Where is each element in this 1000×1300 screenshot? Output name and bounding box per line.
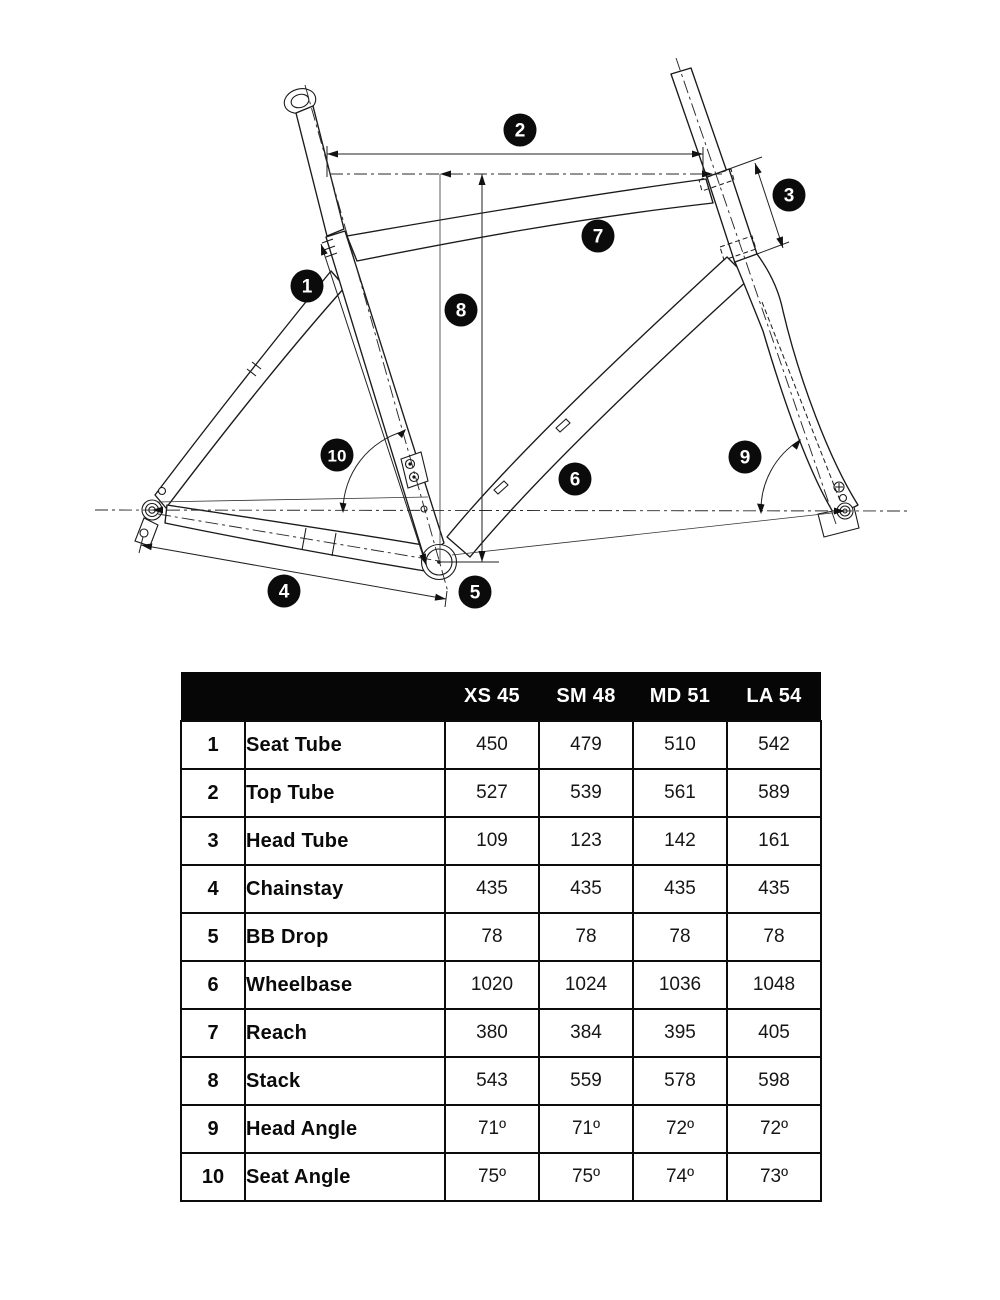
size-header-la-54: LA 54 [727,672,821,721]
dimension-label: Seat Tube [245,721,445,769]
badge-number-5: 5 [469,582,481,604]
dimension-value: 1020 [445,961,539,1009]
dimension-value: 450 [445,721,539,769]
table-row [181,1009,821,1057]
dimension-label: Seat Angle [245,1153,445,1201]
badge-number-2: 2 [514,120,526,142]
row-number: 4 [181,865,245,913]
dimension-value: 435 [727,865,821,913]
dimension-value: 78 [445,913,539,961]
top-tube [347,179,713,261]
dimension-value: 598 [727,1057,821,1105]
dimension-value: 510 [633,721,727,769]
badge-number-7: 7 [592,226,604,248]
dimension-value: 542 [727,721,821,769]
dimension-value: 384 [539,1009,633,1057]
dimension-value: 78 [727,913,821,961]
dimension-value: 539 [539,769,633,817]
dimension-value: 1024 [539,961,633,1009]
table-row [181,961,821,1009]
dimension-label: Top Tube [245,769,445,817]
dimension-value: 74º [633,1153,727,1201]
row-number: 3 [181,817,245,865]
dimension-value: 578 [633,1057,727,1105]
row-number: 5 [181,913,245,961]
dimension-value: 1048 [727,961,821,1009]
badge-number-9: 9 [739,447,751,469]
frame-tubes [155,68,859,571]
dimension-value: 142 [633,817,727,865]
seat-post [296,106,344,236]
size-header-md-51: MD 51 [633,672,727,721]
row-number: 10 [181,1153,245,1201]
header-spacer [181,672,445,721]
dim-head-angle-arc [761,440,800,511]
table-row [181,769,821,817]
dimension-value: 380 [445,1009,539,1057]
geometry-table [180,672,822,1202]
front-construction-line [452,512,841,555]
badge-number-8: 8 [455,300,467,322]
dimension-value: 72º [727,1105,821,1153]
table-row [181,1105,821,1153]
badge-number-1: 1 [301,276,313,298]
row-number: 2 [181,769,245,817]
table-row [181,1153,821,1201]
table-row [181,1057,821,1105]
seat-stay [155,271,345,508]
row-number: 8 [181,1057,245,1105]
dimension-value: 405 [727,1009,821,1057]
dimension-value: 395 [633,1009,727,1057]
row-number: 9 [181,1105,245,1153]
size-header-sm-48: SM 48 [539,672,633,721]
badge-number-10: 10 [327,446,347,466]
chainstay [165,505,429,571]
size-header-xs-45: XS 45 [445,672,539,721]
dimension-value: 559 [539,1057,633,1105]
dimension-label: Head Angle [245,1105,445,1153]
dimension-label: BB Drop [245,913,445,961]
dimension-value: 479 [539,721,633,769]
row-number: 6 [181,961,245,1009]
dimension-value: 1036 [633,961,727,1009]
dimension-value: 78 [539,913,633,961]
row-number: 1 [181,721,245,769]
dimension-value: 589 [727,769,821,817]
dimension-value: 71º [539,1105,633,1153]
badge-number-4: 4 [278,581,290,603]
badge-number-3: 3 [783,185,795,207]
row-number: 7 [181,1009,245,1057]
dim-top-tube [327,146,703,177]
dim-seat-tube [321,244,426,565]
table-row [181,913,821,961]
steerer-tube [671,68,727,178]
rear-construction-line [157,497,428,502]
table-row [181,817,821,865]
dimension-label: Head Tube [245,817,445,865]
down-tube [447,257,749,557]
dimension-label: Wheelbase [245,961,445,1009]
dimension-value: 109 [445,817,539,865]
dimension-value: 123 [539,817,633,865]
head-tube [707,169,757,263]
dimension-value: 75º [445,1153,539,1201]
table-row [181,721,821,769]
dimension-value: 435 [633,865,727,913]
dimension-label: Reach [245,1009,445,1057]
dimension-value: 543 [445,1057,539,1105]
dimension-value: 435 [539,865,633,913]
dimension-value: 161 [727,817,821,865]
badge-number-6: 6 [569,469,581,491]
dimension-value: 435 [445,865,539,913]
dimension-label: Stack [245,1057,445,1105]
table-row [181,865,821,913]
dimension-value: 527 [445,769,539,817]
dimension-label: Chainstay [245,865,445,913]
dimension-value: 73º [727,1153,821,1201]
dimension-value: 72º [633,1105,727,1153]
size-header-row [181,672,821,721]
fork [735,254,858,517]
dimension-value: 78 [633,913,727,961]
dimension-value: 75º [539,1153,633,1201]
dimension-value: 561 [633,769,727,817]
dimension-value: 71º [445,1105,539,1153]
